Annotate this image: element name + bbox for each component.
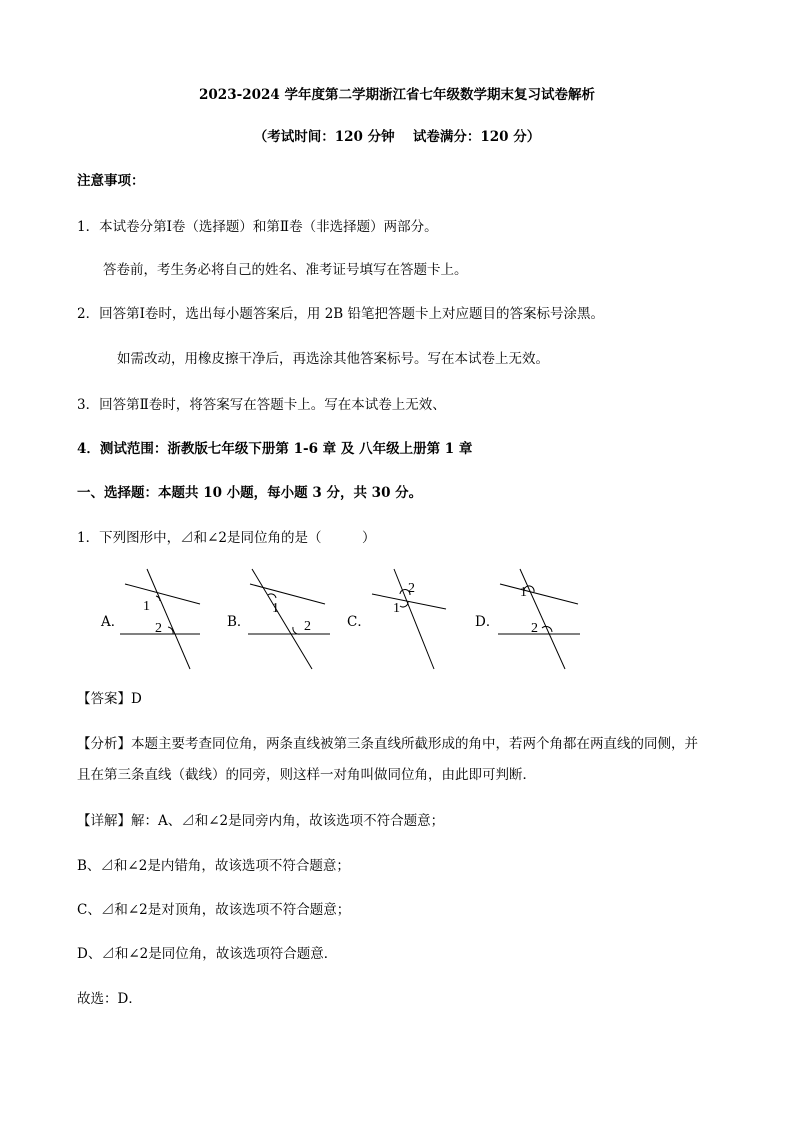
detail-option-c: C、⊿和∠2是对顶角，故该选项不符合题意； — [77, 902, 351, 918]
section-heading: 一、选择题：本题共 10 小题，每小题 3 分，共 30 分。 — [77, 485, 423, 501]
option-c-letter: C． — [347, 614, 371, 630]
option-a-angle-1-label: 1 — [143, 599, 150, 614]
option-b-letter: B． — [227, 614, 251, 630]
notice-item-1: 1．本试卷分第Ⅰ卷（选择题）和第Ⅱ卷（非选择题）两部分。 — [77, 219, 438, 235]
notice-item-1-continued: 答卷前，考生务必将自己的姓名、准考证号填写在答题卡上。 — [103, 262, 468, 278]
answer-line: 【答案】D — [77, 691, 142, 707]
option-c-angle-1-label: 1 — [393, 601, 400, 616]
conclusion-line: 故选：D． — [77, 991, 142, 1007]
option-c-angle-2-label: 2 — [408, 581, 415, 596]
option-b-diagram — [240, 564, 360, 674]
option-a-letter: A． — [101, 614, 125, 630]
notice-heading: 注意事项： — [77, 173, 145, 189]
detail-option-a: 【详解】解：A、⊿和∠2是同旁内角，故该选项不符合题意； — [77, 813, 445, 829]
document-title: 2023-2024 学年度第二学期浙江省七年级数学期末复习试卷解析 — [199, 87, 595, 103]
option-b-angle-2-label: 2 — [304, 619, 311, 634]
option-d-angle-2-label: 2 — [531, 621, 538, 636]
question-1-stem: 1．下列图形中，⊿和∠2是同位角的是（ ） — [77, 530, 376, 546]
notice-item-2-continued: 如需改动，用橡皮擦干净后，再选涂其他答案标号。写在本试卷上无效。 — [117, 351, 549, 367]
option-a-diagram — [115, 564, 235, 674]
notice-item-3: 3．回答第Ⅱ卷时，将答案写在答题卡上。写在本试卷上无效、 — [77, 397, 446, 413]
analysis-line-2: 且在第三条直线（截线）的同旁，则这样一对角叫做同位角，由此即可判断． — [77, 767, 536, 783]
notice-item-2: 2．回答第Ⅰ卷时，选出每小题答案后，用 2B 铅笔把答题卡上对应题目的答案标号涂黑。 — [77, 306, 605, 322]
document-subtitle: （考试时间：120 分钟 试卷满分：120 分） — [253, 129, 541, 145]
option-a-angle-2-label: 2 — [155, 621, 162, 636]
detail-option-d: D、⊿和∠2是同位角，故该选项符合题意． — [77, 946, 338, 962]
option-d-letter: D． — [475, 614, 500, 630]
option-c-diagram — [364, 564, 484, 674]
analysis-line-1: 【分析】本题主要考查同位角，两条直线被第三条直线所截形成的角中，若两个角都在两直线的同侧，并 — [77, 736, 698, 752]
option-d-angle-1-label: 1 — [520, 585, 527, 600]
option-d-diagram — [490, 564, 610, 674]
notice-item-4: 4．测试范围：浙教版七年级下册第 1-6 章 及 八年级上册第 1 章 — [77, 441, 473, 457]
detail-option-b: B、⊿和∠2是内错角，故该选项不符合题意； — [77, 858, 350, 874]
option-b-angle-1-label: 1 — [272, 601, 279, 616]
